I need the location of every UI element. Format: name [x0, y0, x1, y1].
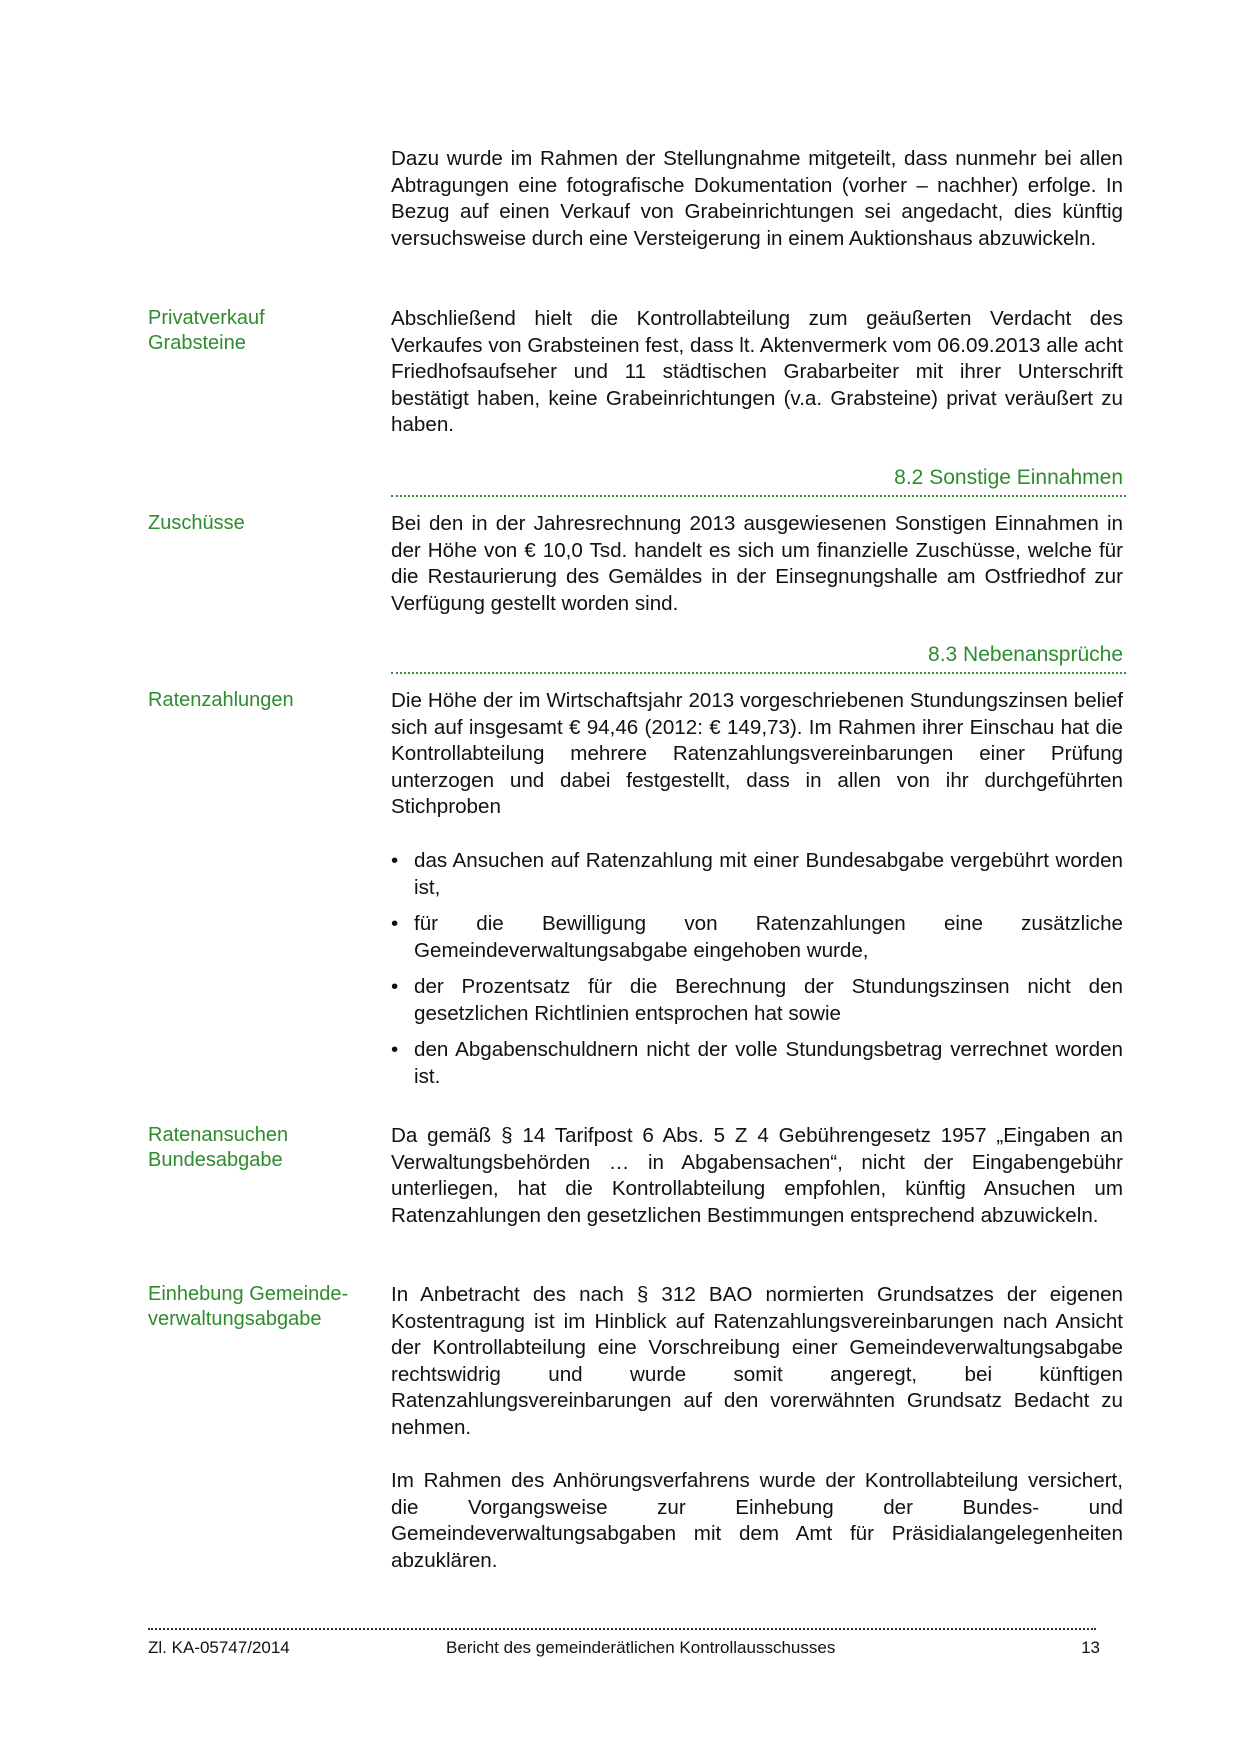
bullet-icon: •	[391, 849, 399, 872]
list-item: • das Ansuchen auf Ratenzahlung mit einer Bundesabgabe vergebührt worden ist,	[391, 849, 1123, 899]
paragraph-ratenansuchen: Da gemäß § 14 Tarifpost 6 Abs. 5 Z 4 Gebührengesetz 1957 „Eingaben an Verwaltungsbehörden … in Abgabensachen“, nicht der Eingabengebühr unterliegen, hat die Kontrollabteilung empfohlen, künftig Ansuchen um Ratenzahlungen den gesetzlichen Bestimmungen entsprechend abzuwickeln.	[391, 1124, 1123, 1227]
list-item: • für die Bewilligung von Ratenzahlungen eine zusätzliche Gemeindeverwaltungsabgabe eingehoben wurde,	[391, 912, 1123, 962]
section-heading-8-3: 8.3 Nebenansprüche	[928, 643, 1123, 666]
findings-list	[391, 848, 1123, 1100]
paragraph-stellungnahme: Dazu wurde im Rahmen der Stellungnahme mitgeteilt, dass nunmehr bei allen Abtragungen eine fotografische Dokumentation (vorher – nachher) erfolge. In Bezug auf einen Verkauf von Grabeinrichtungen sei angedacht, dies künftig versuchsweise durch eine Versteigerung in einem Auktionshaus abzuwickeln.	[391, 147, 1123, 250]
bullet-icon: •	[391, 975, 399, 998]
margin-note-line: Grabsteine	[148, 332, 246, 354]
paragraph-privatverkauf: Abschließend hielt die Kontrollabteilung zum geäußerten Verdacht des Verkaufes von Grabsteinen fest, dass lt. Aktenvermerk vom 06.09.2013 alle acht Friedhofsaufseher und 11 städtischen Grabarbeiter mit ihrer Unterschrift bestätigt haben, keine Grabeinrichtungen (v.a. Grabsteine) privat veräußert zu haben.	[391, 307, 1123, 436]
margin-note-line: Bundesabgabe	[148, 1149, 283, 1171]
margin-note-line: Einhebung Gemeinde-	[148, 1283, 349, 1305]
page-number: 13	[1081, 1638, 1100, 1657]
paragraph-ratenzahlungen: Die Höhe der im Wirtschaftsjahr 2013 vorgeschriebenen Stundungszinsen belief sich auf insgesamt € 94,46 (2012: € 149,73). Im Rahmen ihrer Einschau hat die Kontrollabteilung mehrere Ratenzahlungsvereinbarungen einer Prüfung unterzogen und dabei festgestellt, dass in allen von ihr durchgeführten Stichproben	[391, 689, 1123, 818]
paragraph-einhebung: In Anbetracht des nach § 312 BAO normierten Grundsatzes der eigenen Kostentragung ist im Hinblick auf Ratenzahlungsvereinbarungen nach Ansicht der Kontrollabteilung eine Vorschreibung einer Gemeindeverwaltungsabgabe rechtswidrig und wurde somit angeregt, bei künftigen Ratenzahlungsvereinbarungen auf den vorerwähnten Grundsatz Bedacht zu nehmen.	[391, 1283, 1123, 1439]
section-divider	[391, 495, 1126, 497]
list-item: • der Prozentsatz für die Berechnung der Stundungszinsen nicht den gesetzlichen Richtlinien entsprochen hat sowie	[391, 975, 1123, 1025]
margin-note-zuschuesse: Zuschüsse	[148, 512, 245, 534]
margin-note-ratenansuchen	[148, 1123, 368, 1173]
footer-divider	[148, 1628, 1096, 1630]
bullet-icon: •	[391, 1038, 399, 1061]
paragraph-anhoerung: Im Rahmen des Anhörungsverfahrens wurde der Kontrollabteilung versichert, die Vorgangsweise zur Einhebung der Bundes- und Gemeindeverwaltungsabgaben mit dem Amt für Präsidialangelegenheiten abzuklären.	[391, 1469, 1123, 1572]
list-item: • den Abgabenschuldnern nicht der volle Stundungsbetrag verrechnet worden ist.	[391, 1038, 1123, 1088]
bullet-icon: •	[391, 912, 399, 935]
margin-note-line: Privatverkauf	[148, 307, 265, 329]
margin-note-line: verwaltungsabgabe	[148, 1308, 322, 1330]
section-divider	[391, 672, 1126, 674]
margin-note-ratenzahlungen: Ratenzahlungen	[148, 689, 294, 711]
margin-note-line: Ratenansuchen	[148, 1124, 289, 1146]
section-heading-8-2: 8.2 Sonstige Einnahmen	[894, 466, 1123, 489]
paragraph-zuschuesse: Bei den in der Jahresrechnung 2013 ausgewiesenen Sonstigen Einnahmen in der Höhe von € 10,0 Tsd. handelt es sich um finanzielle Zuschüsse, welche für die Restaurierung des Gemäldes in der Einsegnungshalle am Ostfriedhof zur Verfügung gestellt worden sind.	[391, 512, 1123, 615]
footer-reference: Zl. KA-05747/2014	[148, 1638, 290, 1657]
footer-title: Bericht des gemeinderätlichen Kontrollausschusses	[446, 1638, 836, 1657]
margin-note-privatverkauf	[148, 306, 368, 356]
margin-note-einhebung	[148, 1282, 368, 1332]
